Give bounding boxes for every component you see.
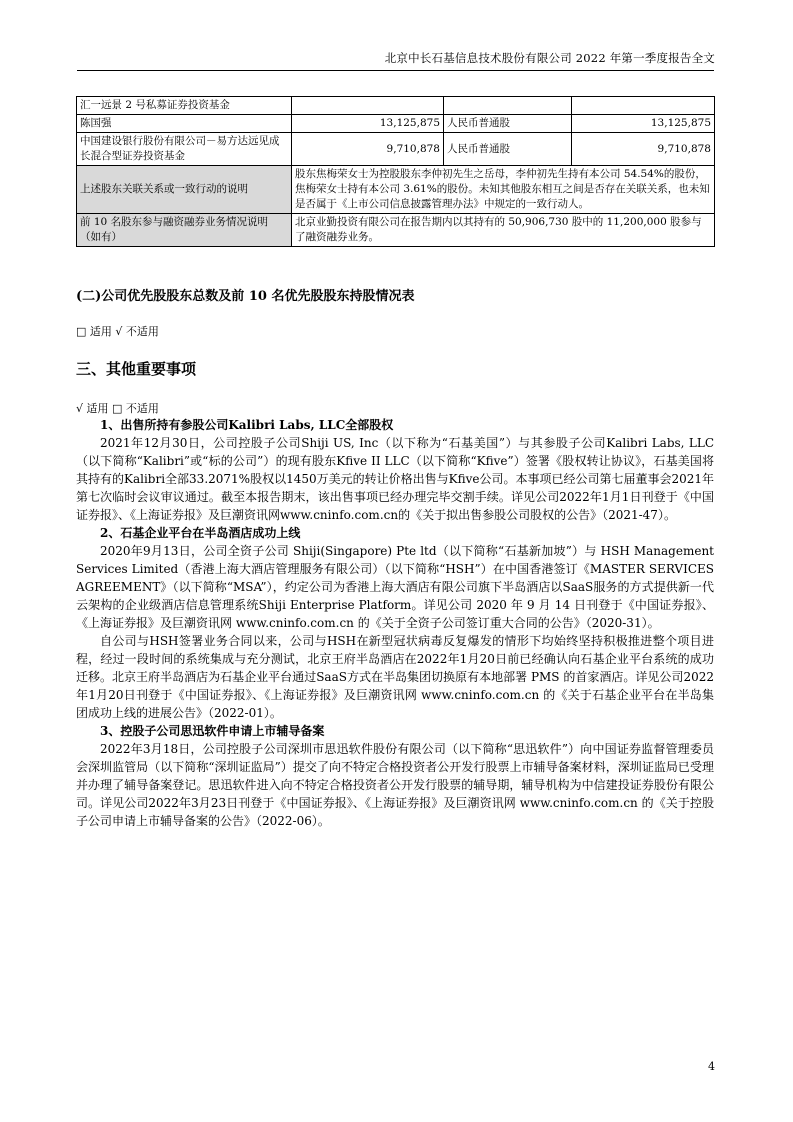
shareholders-table <box>76 96 715 247</box>
table-row <box>77 115 715 133</box>
related-party-text: 股东焦梅荣女士为控股股东李仲初先生之岳母，李仲初先生持有本公司 54.54%的股份，焦梅荣女士持有本公司 3.61%的股份。未知其他股东相互之间是否存在关联关系，也未知是否属于《上市公司信息披露管理办法》中规定的一致行动人。 <box>292 166 715 214</box>
item3-title: 3、控股子公司思迅软件申请上市辅导备案 <box>100 724 325 738</box>
holder-name-cell: 陈国强 <box>77 115 292 133</box>
report-header-title: 北京中长石基信息技术股份有限公司 2022 年第一季度报告全文 <box>384 51 715 65</box>
table-row <box>77 97 715 115</box>
other-matters-applicability: √ 适用 □ 不适用 <box>76 402 159 415</box>
holder-name-cell: 中国建设银行股份有限公司－易方达远见成长混合型证券投资基金 <box>77 133 292 166</box>
margin-trading-text: 北京业勤投资有限公司在报告期内以其持有的 50,906,730 股中的 11,200,000 股参与了融资融券业务。 <box>292 214 715 247</box>
page-number: 4 <box>708 1060 715 1073</box>
share-count-cell <box>572 97 715 115</box>
table-row <box>77 166 715 214</box>
item2-paragraph-2: 自公司与HSH签署业务合同以来，公司与HSH在新型冠状病毒反复爆发的情形下均始终坚持积极推进整个项目进程，经过一段时间的系统集成与充分测试，北京王府半岛酒店在2022年1月20日前已经确认向石基企业平台系统的成功迁移。北京王府半岛酒店为石基企业平台通过SaaS方式在半岛集团切换原有本地部署 PMS 的首家酒店。详见公司2022年1月20日刊登于《中国证券报》、《上海证券报》及巨潮资讯网 www.cninfo.com.cn 的《关于石基企业平台在半岛集团成功上线的进展公告》（2022-01）。 <box>76 634 714 720</box>
share-count-cell: 13,125,875 <box>572 115 715 133</box>
holder-name-cell: 汇一远景 2 号私募证券投资基金 <box>77 97 292 115</box>
related-party-label: 上述股东关联关系或一致行动的说明 <box>77 166 292 214</box>
preferred-shareholders-heading: (二)公司优先股股东总数及前 10 名优先股股东持股情况表 <box>76 289 415 304</box>
item2-paragraph-1: 2020年9月13日，公司全资子公司 Shiji(Singapore) Pte ltd（以下简称“石基新加坡”）与 HSH Management Services Limited（香港上海大酒店管理服务有限公司）（以下简称“HSH”）在中国香港签订《MASTER SERVICES AGREEMENT》（以下简称“MSA”），约定公司为香港上海大酒店有限公司旗下半岛酒店以SaaS服务的方式提供新一代云架构的企业级酒店信息管理系统Shiji Enterprise Platform。详见公司 2020 年 9 月 14 日刊登于《中国证券报》、《上海证券报》及巨潮资讯网 www.cninfo.com.cn 的《关于全资子公司签订重大合同的公告》（2020-31）。 <box>76 544 714 630</box>
holder-shares-cell: 13,125,875 <box>292 115 444 133</box>
preferred-applicability: □ 适用 √ 不适用 <box>76 325 159 338</box>
item3-paragraph: 2022年3月18日，公司控股子公司深圳市思迅软件股份有限公司（以下简称“思迅软件”）向中国证券监督管理委员会深圳监管局（以下简称“深圳证监局”）提交了向不特定合格投资者公开发行股票上市辅导备案材料，深圳证监局已受理并办理了辅导备案登记。思迅软件进入向不特定合格投资者公开发行股票的辅导期，辅导机构为中信建投证券股份有限公司。详见公司2022年3月23日刊登于《中国证券报》、《上海证券报》及巨潮资讯网 www.cninfo.com.cn 的《关于控股子公司申请上市辅导备案的公告》（2022-06）。 <box>76 742 714 828</box>
item1-paragraph: 2021年12月30日，公司控股子公司Shiji US, Inc（以下称为“石基美国”）与其参股子公司Kalibri Labs, LLC（以下简称“Kalibri”或“标的公司”）的现有股东Kfive II LLC（以下简称“Kfive”）签署《股权转让协议》，石基美国将其持有的Kalibri全部33.2071%股权以1450万美元的转让价格出售与Kfive公司。本事项已经公司第七届董事会2021年第七次临时会议审议通过。截至本报告期末，该出售事项已经办理完毕交割手续。详见公司2022年1月1日刊登于《中国证券报》、《上海证券报》及巨潮资讯网www.cninfo.com.cn的《关于拟出售参股公司股权的公告》（2021-47）。 <box>76 436 715 522</box>
other-matters-body <box>76 416 714 830</box>
share-count-cell: 9,710,878 <box>572 133 715 166</box>
table-row <box>77 214 715 247</box>
margin-trading-label: 前 10 名股东参与融资融券业务情况说明（如有） <box>77 214 292 247</box>
holder-shares-cell: 9,710,878 <box>292 133 444 166</box>
table-row <box>77 133 715 166</box>
item1-title: 1、出售所持有参股公司Kalibri Labs, LLC全部股权 <box>100 418 394 432</box>
header-divider <box>77 70 714 71</box>
other-matters-heading: 三、其他重要事项 <box>76 360 197 378</box>
item2-title: 2、石基企业平台在半岛酒店成功上线 <box>100 526 301 540</box>
share-type-cell: 人民币普通股 <box>444 133 572 166</box>
share-type-cell: 人民币普通股 <box>444 115 572 133</box>
holder-shares-cell <box>292 97 444 115</box>
share-type-cell <box>444 97 572 115</box>
